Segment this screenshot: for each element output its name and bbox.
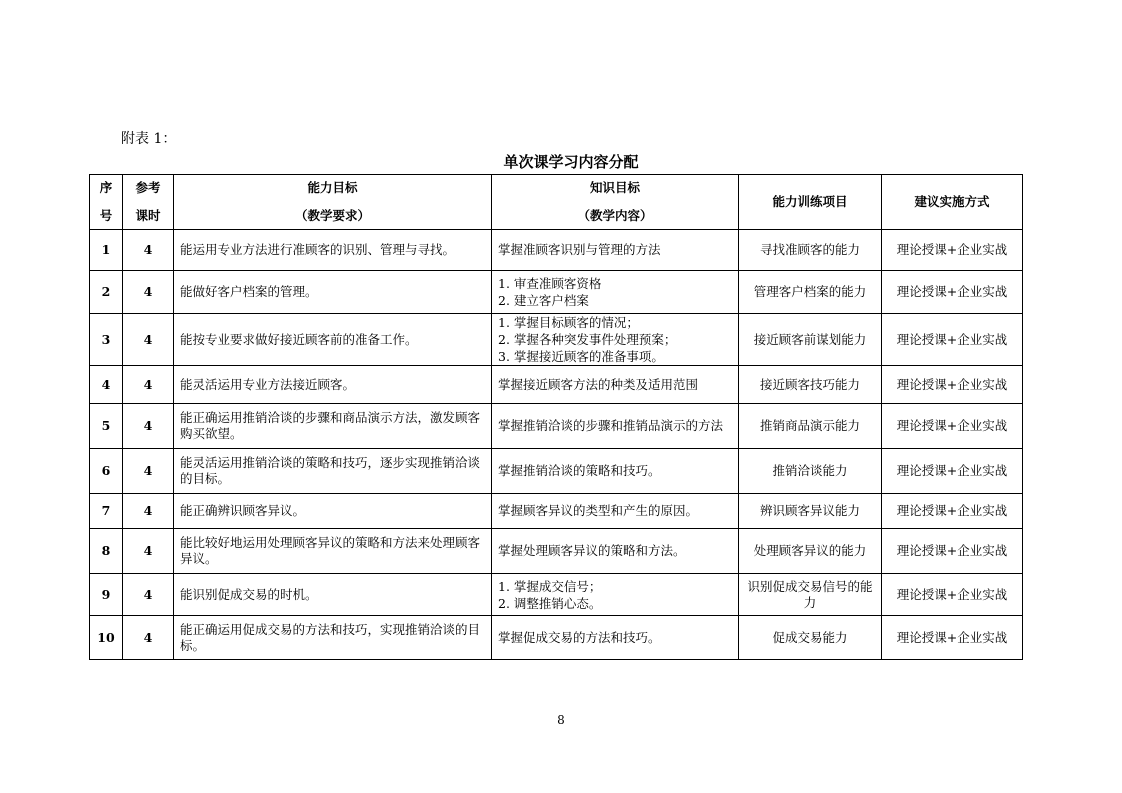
implementation-method: 理论授课+企业实战 [882,616,1023,660]
ability-goal: 能运用专业方法进行准顾客的识别、管理与寻找。 [174,230,492,271]
implementation-method: 理论授课+企业实战 [882,314,1023,366]
knowledge-item: 掌握推销洽谈的策略和技巧。 [498,463,661,478]
row-hours: 4 [123,314,174,366]
header-hours-line1: 参考 [135,180,161,195]
row-hours: 4 [123,529,174,574]
training-item: 接近顾客技巧能力 [739,366,882,404]
table-row [90,314,1023,366]
table-row [90,366,1023,404]
implementation-method: 理论授课+企业实战 [882,366,1023,404]
row-number: 7 [90,494,123,529]
knowledge-item: 掌握处理顾客异议的策略和方法。 [498,543,686,558]
implementation-method: 理论授课+企业实战 [882,449,1023,494]
row-hours: 4 [123,271,174,314]
table-row [90,449,1023,494]
header-row [90,175,1023,230]
knowledge-goal [492,494,739,529]
header-hours-line2: 课时 [135,208,161,223]
training-item: 接近顾客前谋划能力 [739,314,882,366]
implementation-method: 理论授课+企业实战 [882,271,1023,314]
knowledge-goal [492,271,739,314]
table-row [90,230,1023,271]
knowledge-item: 3. 掌握接近顾客的准备事项。 [498,349,664,364]
training-item: 辨识顾客异议能力 [739,494,882,529]
knowledge-item: 掌握接近顾客方法的种类及适用范围 [498,376,699,392]
header-ability [174,175,492,230]
row-hours: 4 [123,230,174,271]
training-item: 推销商品演示能力 [739,404,882,449]
table-row [90,271,1023,314]
knowledge-goal [492,314,739,366]
header-seq-line1: 序 [99,180,113,195]
knowledge-item: 掌握准顾客识别与管理的方法 [498,242,661,257]
header-seq [90,175,123,230]
knowledge-goal [492,404,739,449]
row-hours: 4 [123,449,174,494]
knowledge-goal [492,574,739,616]
ability-goal: 能灵活运用专业方法接近顾客。 [174,366,492,404]
header-hours [123,175,174,230]
row-number: 10 [90,616,123,660]
header-ability-line2: （教学要求） [294,208,370,223]
content-allocation-table [89,174,1023,660]
row-number: 6 [90,449,123,494]
row-number: 9 [90,574,123,616]
table-row [90,574,1023,616]
table-row [90,529,1023,574]
row-hours: 4 [123,616,174,660]
page-number: 8 [557,713,565,727]
row-number: 2 [90,271,123,314]
knowledge-item: 1. 掌握成交信号； [498,578,602,594]
knowledge-item: 掌握推销洽谈的步骤和推销品演示的方法 [498,418,724,433]
training-item: 处理顾客异议的能力 [739,529,882,574]
appendix-caption: 附表 1： [121,131,177,147]
row-hours: 4 [123,404,174,449]
table-row [90,616,1023,660]
header-seq-line2: 号 [99,208,113,223]
header-knowledge-line1: 知识目标 [589,180,640,195]
row-number: 8 [90,529,123,574]
row-hours: 4 [123,494,174,529]
knowledge-goal [492,529,739,574]
ability-goal: 能正确运用促成交易的方法和技巧，实现推销洽谈的目标。 [174,616,492,660]
implementation-method: 理论授课+企业实战 [882,404,1023,449]
training-item: 促成交易能力 [739,616,882,660]
ability-goal: 能正确辨识顾客异议。 [174,494,492,529]
training-item: 寻找准顾客的能力 [739,230,882,271]
row-number: 1 [90,230,123,271]
ability-goal: 能识别促成交易的时机。 [174,574,492,616]
ability-goal: 能正确运用推销洽谈的步骤和商品演示方法，激发顾客购买欲望。 [174,404,492,449]
row-number: 5 [90,404,123,449]
knowledge-item: 2. 掌握各种突发事件处理预案； [498,332,677,347]
ability-goal: 能做好客户档案的管理。 [174,271,492,314]
knowledge-item: 1. 审查准顾客资格 [498,276,602,291]
row-hours: 4 [123,366,174,404]
ability-goal: 能比较好地运用处理顾客异议的策略和方法来处理顾客异议。 [174,529,492,574]
training-item: 管理客户档案的能力 [739,271,882,314]
header-method: 建议实施方式 [882,175,1023,230]
knowledge-item: 掌握促成交易的方法和技巧。 [498,629,661,645]
header-ability-line1: 能力目标 [307,180,358,195]
implementation-method: 理论授课+企业实战 [882,529,1023,574]
table-title: 单次课学习内容分配 [503,153,639,171]
implementation-method: 理论授课+企业实战 [882,230,1023,271]
knowledge-item: 2. 建立客户档案 [498,293,589,308]
knowledge-goal [492,230,739,271]
header-training: 能力训练项目 [739,175,882,230]
row-number: 3 [90,314,123,366]
implementation-method: 理论授课+企业实战 [882,494,1023,529]
header-knowledge [492,175,739,230]
knowledge-item: 2. 调整推销心态。 [498,595,602,611]
knowledge-item: 1. 掌握目标顾客的情况； [498,315,639,330]
ability-goal: 能灵活运用推销洽谈的策略和技巧，逐步实现推销洽谈的目标。 [174,449,492,494]
ability-goal: 能按专业要求做好接近顾客前的准备工作。 [174,314,492,366]
training-item: 识别促成交易信号的能力 [739,574,882,616]
knowledge-goal [492,449,739,494]
implementation-method: 理论授课+企业实战 [882,574,1023,616]
training-item: 推销洽谈能力 [739,449,882,494]
knowledge-goal [492,616,739,660]
header-knowledge-line2: （教学内容） [577,208,653,223]
knowledge-goal [492,366,739,404]
row-number: 4 [90,366,123,404]
table-row [90,494,1023,529]
row-hours: 4 [123,574,174,616]
table-row [90,404,1023,449]
knowledge-item: 掌握顾客异议的类型和产生的原因。 [498,503,699,518]
